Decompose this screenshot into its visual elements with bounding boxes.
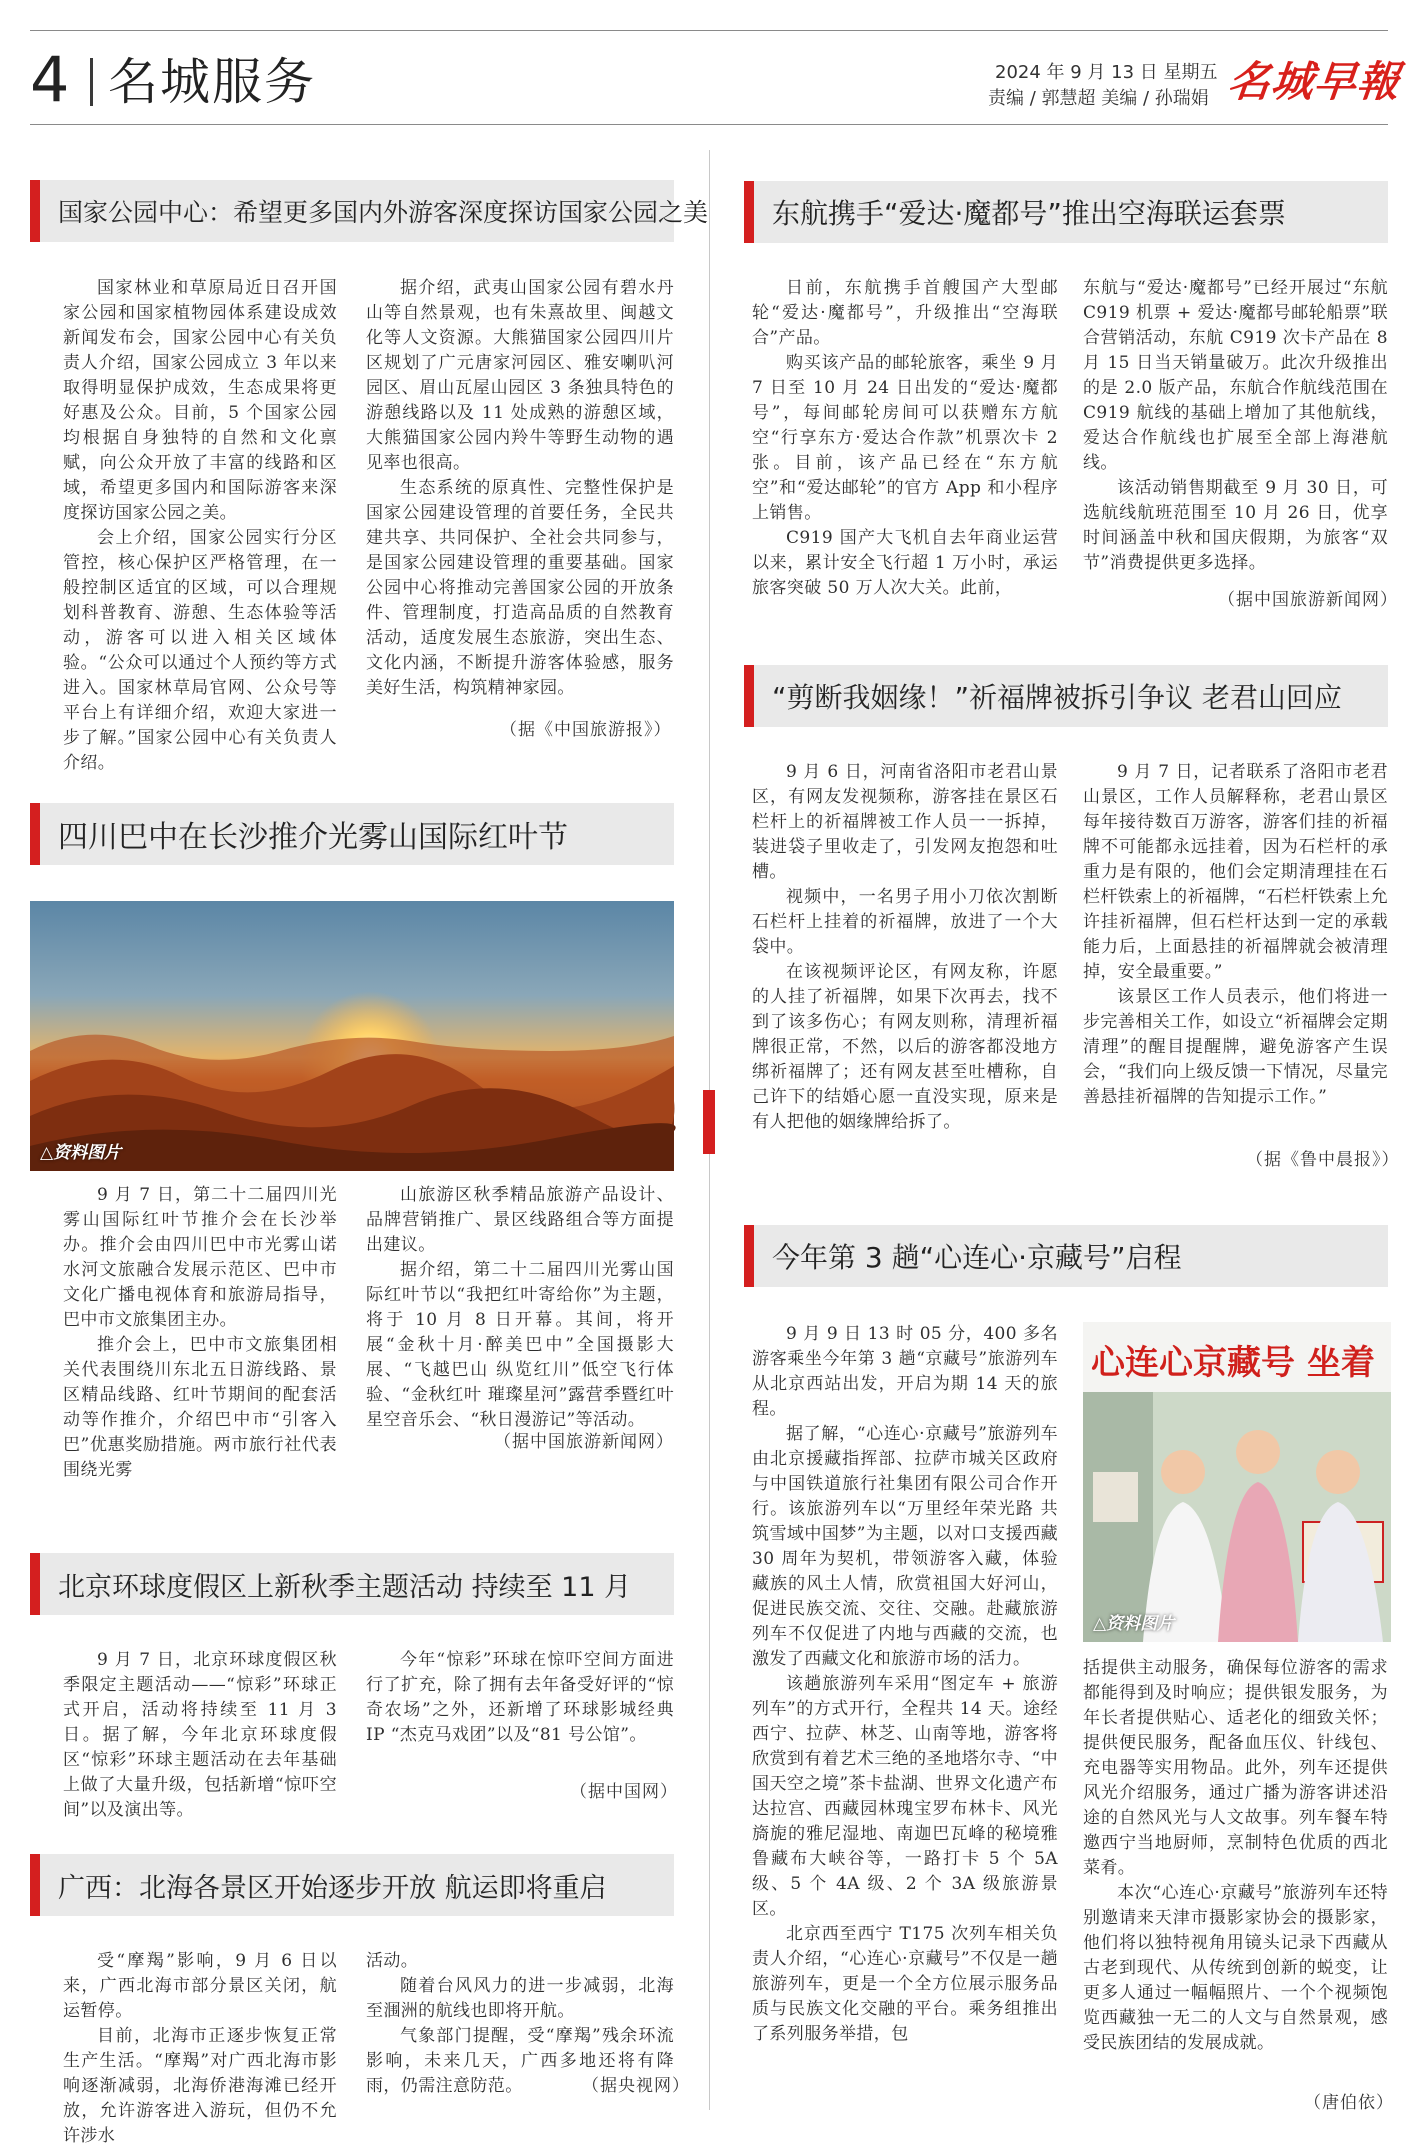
paragraph: 该景区工作人员表示，他们将进一步完善相关工作，如设立“祈福牌会定期清理”的醒目提醒牌，避免游客产生误会，“我们向上级反馈一下情况，尽量完善悬挂祈福牌的告知提示工作。”	[1083, 987, 1388, 1107]
paragraph: C919 国产大飞机自去年商业运营以来，累计安全飞行超 1 万小时，承运旅客突破 50 万人次大关。此前，	[752, 528, 1058, 598]
paragraph: 北京西至西宁 T175 次列车相关负责人介绍，“心连心·京藏号”不仅是一趟旅游列车，更是一个全方位展示服务品质与民族文化交融的平台。乘务组推出了系列服务举措，包	[752, 1924, 1058, 2044]
article-airlines-col1	[752, 276, 1058, 616]
photo-banner-text: 心连心京藏号 坐着	[1091, 1343, 1375, 1383]
section-title: 名城服务	[108, 53, 316, 111]
paragraph: 随着台风风力的进一步减弱，北海至涠洲的航线也即将开航。	[366, 1976, 674, 2021]
masthead-divider	[90, 58, 93, 106]
source-credit: （据中国旅游新闻网）	[1218, 590, 1398, 610]
headline-jingzang-train: 今年第 3 趟“心连心·京藏号”启程	[744, 1225, 1388, 1287]
paragraph: 日前，东航携手首艘国产大型邮轮“爱达·魔都号”，升级推出“空海联合”产品。	[752, 278, 1058, 348]
paragraph: 据介绍，武夷山国家公园有碧水丹山等自然景观，也有朱熹故里、闽越文化等人文资源。大熊猫国家公园四川片区规划了广元唐家河园区、雅安喇叭河园区、眉山瓦屋山园区 3 条独具特色的游憩线路以及 11 处成熟的游憩区域，大熊猫国家公园内羚牛等野生动物的遇见率也很高。	[366, 278, 674, 473]
editor-credits: 责编 / 郭慧超 美编 / 孙瑞娟	[988, 88, 1209, 109]
article-laojun-col2	[1083, 760, 1388, 1155]
center-red-marker	[703, 1090, 715, 1154]
masthead-bottom-rule	[30, 124, 1388, 125]
paragraph: 据介绍，第二十二届四川光雾山国际红叶节以“我把红叶寄给你”为主题，将于 10 月 8 日开幕。其间，将开展“金秋十月·醉美巴中”全国摄影大展、“飞越巴山 纵览红川”低空飞行体验、“金秋红叶 璀璨星河”露营季暨红叶星空音乐会、“秋日漫游记”等活动。	[366, 1260, 674, 1430]
paragraph: 该趟旅游列车采用“图定车 + 旅游列车”的方式开行，全程共 14 天。途经西宁、拉萨、林芝、山南等地，游客将欣赏到有着艺术三绝的圣地塔尔寺、“中国天空之境”茶卡盐湖、世界文化遗产布达拉宫、西藏园林瑰宝罗布林卡、风光旖旎的雅尼湿地、南迦巴瓦峰的秘境雅鲁藏布大峡谷等，一路打卡 5 个 5A 级、5 个 4A 级、2 个 3A 级旅游景区。	[752, 1674, 1058, 1919]
masthead-top-rule	[30, 30, 1388, 31]
paragraph: 本次“心连心·京藏号”旅游列车还特别邀请来天津市摄影家协会的摄影家，他们将以独特视角用镜头记录下西藏从古老到现代、从传统到创新的蜕变，让更多人通过一幅幅照片、一个个视频饱览西藏独一无二的人文与自然景观，感受民族团结的发展成就。	[1083, 1883, 1388, 2053]
paragraph: 生态系统的原真性、完整性保护是国家公园建设管理的首要任务，全民共建共享、共同保护、全社会共同参与，是国家公园建设管理的重要基础。国家公园中心将推动完善国家公园的开放条件、管理制度，打造高品质的自然教育活动，适度发展生态旅游，突出生态、文化内涵，不断提升游客体验感，服务美好生活，构筑精神家园。	[366, 478, 674, 698]
paragraph: 该活动销售期截至 9 月 30 日，可选航线航班范围至 10 月 26 日，优享时间涵盖中秋和国庆假期，为旅客“双节”消费提供更多选择。	[1083, 478, 1388, 573]
newspaper-logo: 名城早報	[1225, 57, 1403, 106]
paragraph: 活动。	[366, 1951, 419, 1971]
photo-caption: △资料图片	[40, 1143, 122, 1163]
headline-universal-beijing: 北京环球度假区上新秋季主题活动 持续至 11 月	[30, 1553, 674, 1615]
headline-beihai: 广西：北海各景区开始逐步开放 航运即将重启	[30, 1854, 674, 1916]
paragraph: 在该视频评论区，有网友称，许愿的人挂了祈福牌，如果下次再去，找不到了该多伤心；有网友则称，清理祈福牌很正常，不然，以后的游客都没地方绑祈福牌了；还有网友甚至吐槽称，自己许下的结婚心愿一直没实现，原来是有人把他的姻缘牌给拆了。	[752, 962, 1058, 1132]
source-credit: （据中国网）	[570, 1782, 678, 1802]
page-number: 4	[30, 43, 70, 116]
photo-caption: △资料图片	[1093, 1614, 1175, 1634]
article-train-col1	[752, 1322, 1058, 2112]
paragraph: 据了解，“心连心·京藏号”旅游列车由北京援藏指挥部、拉萨市城关区政府与中国铁道旅行社集团有限公司合作开行。该旅游列车以“万里经年荣光路 共筑雪域中国梦”为主题，以对口支援西藏 30 周年为契机，带领游客入藏，体验藏族的风土人情，欣赏祖国大好河山，促进民族交流、交往、交融。赴藏旅游列车不仅促进了内地与西藏的交流，也激发了西藏文化和旅游市场的活力。	[752, 1424, 1058, 1669]
paragraph: 9 月 7 日，北京环球度假区秋季限定主题活动——“惊彩”环球正式开启，活动将持续至 11 月 3 日。据了解，今年北京环球度假区“惊彩”环球主题活动在去年基础上做了大量升级，包括新增“惊吓空间”以及演出等。	[63, 1650, 337, 1820]
article-bazhong-col2	[366, 1183, 674, 1433]
paragraph: 今年“惊彩”环球在惊吓空间方面进行了扩充，除了拥有去年备受好评的“惊奇农场”之外，还新增了环球影城经典 IP “杰克马戏团”以及“81 号公馆”。	[366, 1650, 674, 1745]
article-national-park-col2	[366, 276, 674, 721]
source-credit: （据《鲁中晨报》）	[1246, 1150, 1400, 1170]
paragraph: 受“摩羯”影响，9 月 6 日以来，广西北海市部分景区关闭，航运暂停。	[63, 1951, 337, 2021]
paragraph: 购买该产品的邮轮旅客，乘坐 9 月 7 日至 10 月 24 日出发的“爱达·魔都号”，每间邮轮房间可以获赠东方航空“行享东方·爱达合作款”机票次卡 2 张。目前，该产品已经在“东方航空”和“爱达邮轮”的官方 App 和小程序上销售。	[752, 353, 1058, 523]
issue-date: 2024 年 9 月 13 日 星期五	[995, 62, 1218, 83]
source-credit: （据中国旅游新闻网）	[494, 1432, 674, 1452]
paragraph: 9 月 9 日 13 时 05 分，400 多名游客乘坐今年第 3 趟“京藏号”旅游列车从北京西站出发，开启为期 14 天的旅程。	[752, 1324, 1058, 1419]
paragraph: 9 月 7 日，记者联系了洛阳市老君山景区，工作人员解释称，老君山景区每年接待数百万游客，游客们挂的祈福牌不可能都永远挂着，因为石栏杆的承重力是有限的，他们会定期清理挂在石栏杆铁索上的祈福牌，“石栏杆铁索上允许挂祈福牌，但石栏杆达到一定的承载能力后，上面悬挂的祈福牌就会被清理掉，安全最重要。”	[1083, 762, 1388, 982]
article-beihai-col1	[63, 1949, 337, 2146]
mountain-sunrise-photo	[30, 901, 674, 1171]
paragraph: 9 月 7 日，第二十二届四川光雾山国际红叶节推介会在长沙举办。推介会由四川巴中市光雾山诺水河文旅融合发展示范区、巴中市文化广播电视体育和旅游局指导，巴中市文旅集团主办。	[63, 1185, 337, 1330]
paragraph: 山旅游区秋季精品旅游产品设计、品牌营销推广、景区线路组合等方面提出建议。	[366, 1185, 674, 1255]
train-passengers-photo	[1083, 1322, 1391, 1642]
paragraph: 会上介绍，国家公园实行分区管控，核心保护区严格管理，在一般控制区适宜的区域，可以合理规划科普教育、游憩、生态体验等活动，游客可以进入相关区域体验。“公众可以通过个人预约等方式进入。国家林草局官网、公众号等平台上有详细介绍，欢迎大家进一步了解。”国家公园中心有关负责人介绍。	[63, 528, 337, 773]
headline-laojun-mountain: “剪断我姻缘！”祈福牌被拆引争议 老君山回应	[744, 665, 1388, 727]
photo-illustration	[30, 901, 674, 1171]
headline-eastern-airlines: 东航携手“爱达·魔都号”推出空海联运套票	[744, 181, 1388, 243]
paragraph: 东航与“爱达·魔都号”已经开展过“东航 C919 机票 + 爱达·魔都号邮轮船票”联合营销活动，东航 C919 次卡产品在 8 月 15 日当天销量破万。此次升级推出的是 2.0 版产品，东航合作航线范围在 C919 航线的基础上增加了其他航线，爱达合作航线也扩展至全部上海港航线。	[1083, 278, 1388, 473]
headline-bazhong-red-leaves: 四川巴中在长沙推介光雾山国际红叶节	[30, 803, 674, 865]
article-laojun-col1	[752, 760, 1058, 1175]
article-national-park-col1	[63, 276, 337, 773]
article-universal-col2	[366, 1648, 674, 1778]
paragraph: 9 月 6 日，河南省洛阳市老君山景区，有网友发视频称，游客挂在景区石栏杆上的祈福牌被工作人员一一拆掉，装进袋子里收走了，引发网友抱怨和吐槽。	[752, 762, 1058, 882]
paragraph: 气象部门提醒，受“摩羯”残余环流影响，未来几天，广西多地还将有降雨，仍需注意防范。	[366, 2026, 674, 2096]
source-credit: （据央视网）	[582, 2076, 690, 2096]
article-universal-col1	[63, 1648, 337, 1820]
article-train-col2	[1083, 1656, 1388, 2106]
source-credit: （唐伯依）	[1304, 2093, 1394, 2113]
paragraph: 视频中，一名男子用小刀依次割断石栏杆上挂着的祈福牌，放进了一个大袋中。	[752, 887, 1058, 957]
paragraph: 目前，北海市正逐步恢复正常生产生活。“摩羯”对广西北海市影响逐渐减弱，北海侨港海滩已经开放，允许游客进入游玩，但仍不允许涉水	[63, 2026, 337, 2146]
photo-illustration	[1083, 1322, 1391, 1642]
article-airlines-col2	[1083, 276, 1388, 586]
paragraph: 国家林业和草原局近日召开国家公园和国家植物园体系建设成效新闻发布会，国家公园中心有关负责人介绍，国家公园成立 3 年以来取得明显保护成效，生态成果将更好惠及公众。目前，5 个国家公园均根据自身独特的自然和文化禀赋，向公众开放了丰富的线路和区域，希望更多国内和国际游客来深度探访国家公园之美。	[63, 278, 337, 523]
headline-national-park: 国家公园中心：希望更多国内外游客深度探访国家公园之美	[30, 180, 674, 242]
article-bazhong-col1	[63, 1183, 337, 1480]
source-credit: （据《中国旅游报》）	[500, 720, 672, 740]
paragraph: 括提供主动服务，确保每位游客的需求都能得到及时响应；提供银发服务，为年长者提供贴心、适老化的细致关怀；提供便民服务，配备血压仪、针线包、充电器等实用物品。此外，列车还提供风光介绍服务，通过广播为游客讲述沿途的自然风光与人文故事。列车餐车特邀西宁当地厨师，烹制特色优质的西北菜肴。	[1083, 1658, 1388, 1878]
paragraph: 推介会上，巴中市文旅集团相关代表围绕川东北五日游线路、景区精品线路、红叶节期间的配套活动等作推介，介绍巴中市“引客入巴”优惠奖励措施。两市旅行社代表围绕光雾	[63, 1335, 337, 1480]
